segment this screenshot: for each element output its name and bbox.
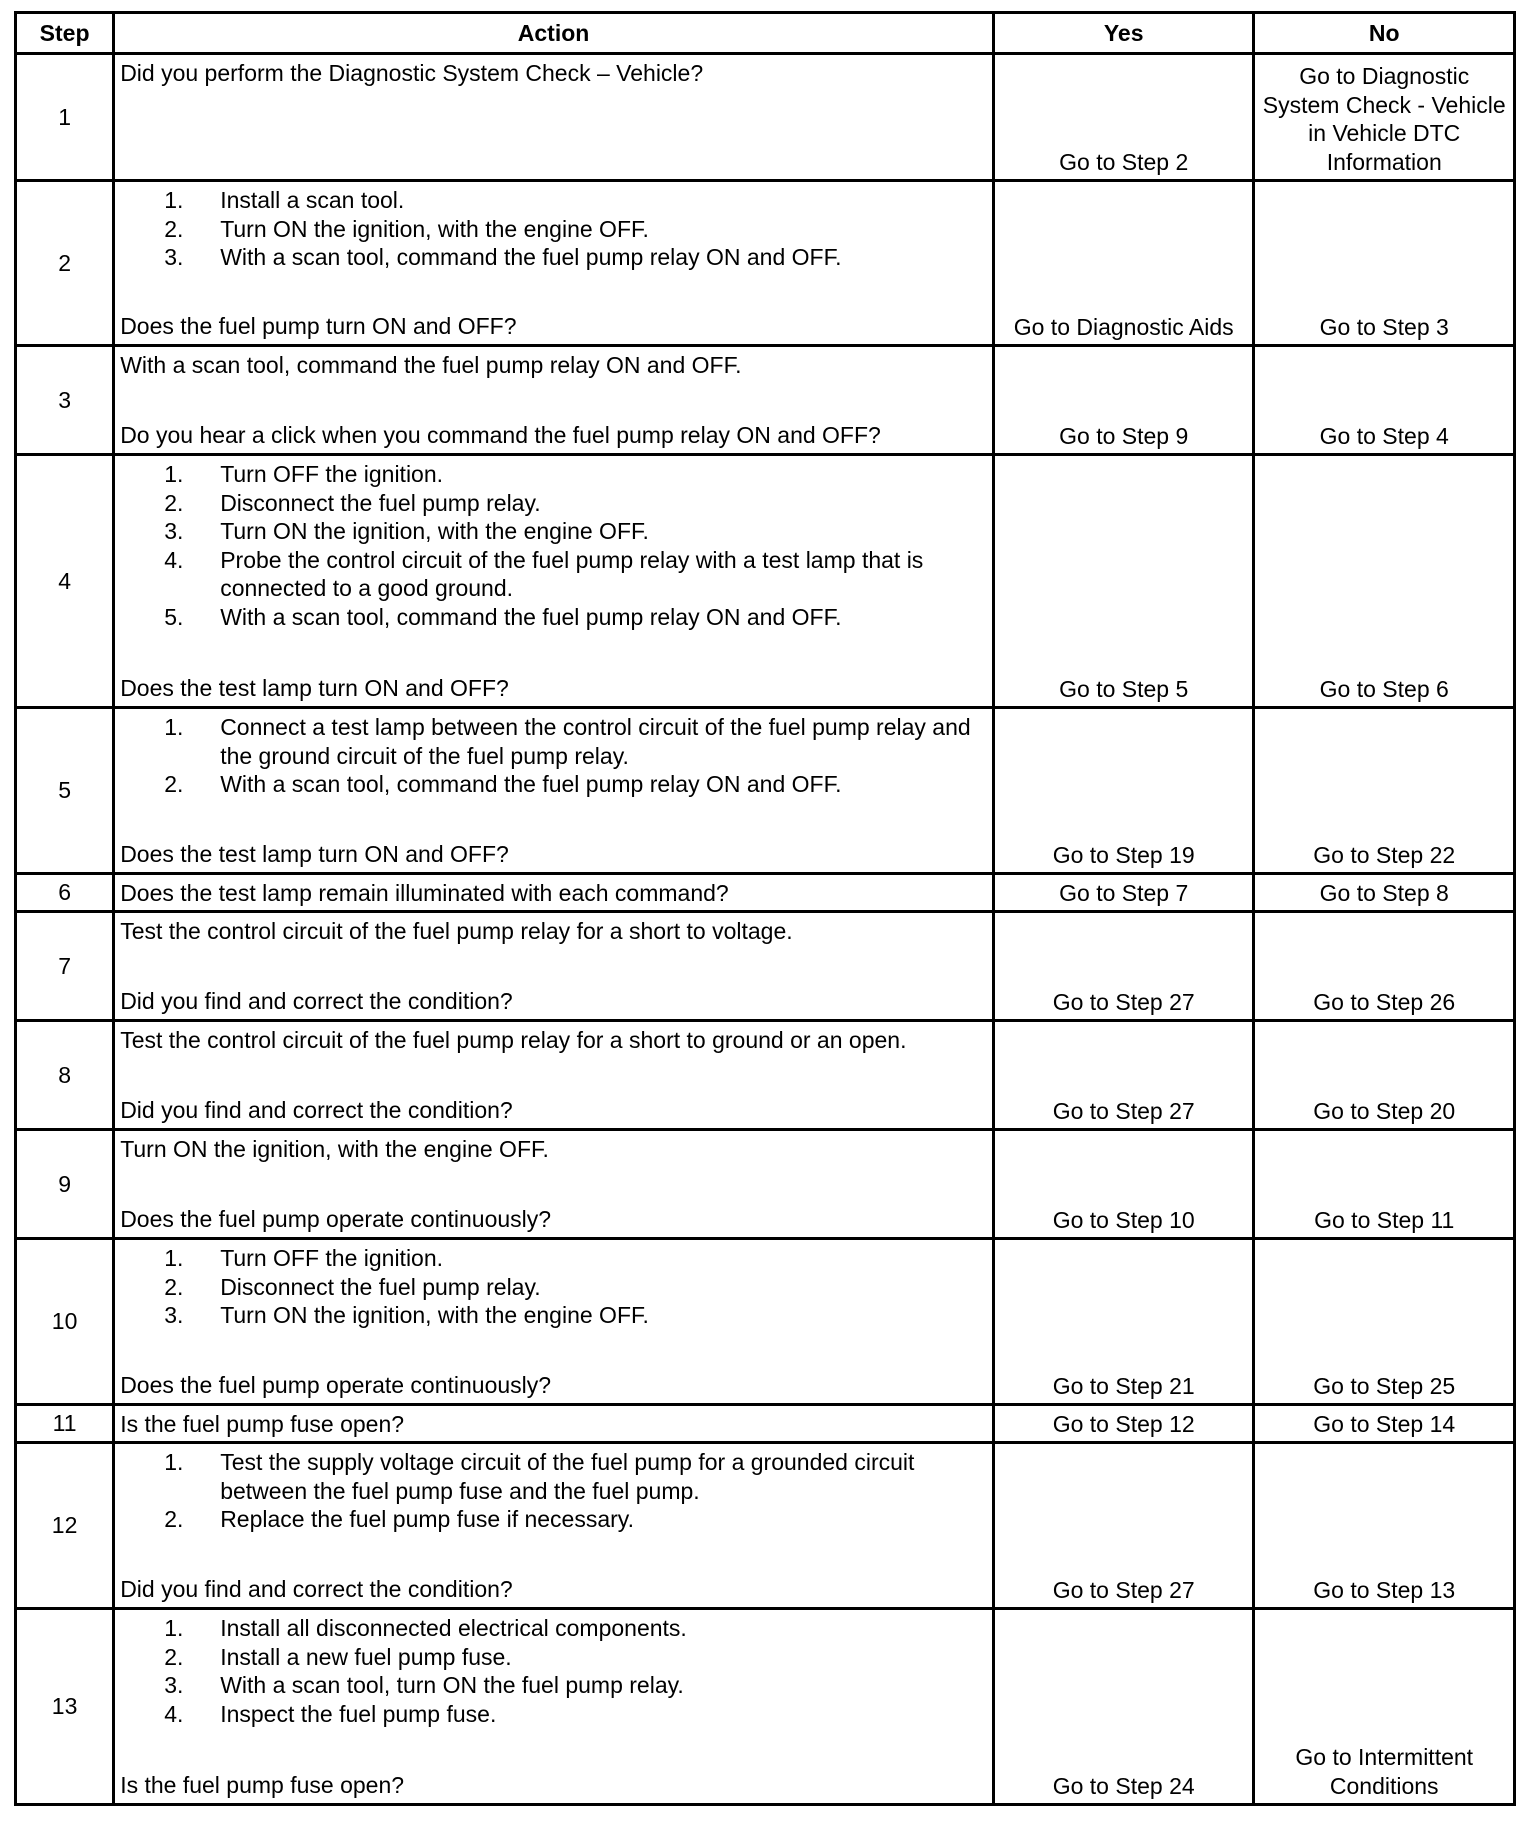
action-step-item <box>164 517 988 546</box>
action-cell <box>114 346 994 455</box>
yes-result-cell: Go to Step 10 <box>993 1130 1254 1239</box>
no-result-cell: Go to Step 14 <box>1254 1405 1515 1443</box>
action-step-text: Install a scan tool. <box>220 187 405 213</box>
action-step-text: Turn ON the ignition, with the engine OFF. <box>220 1302 649 1328</box>
step-number-cell: 7 <box>16 912 114 1021</box>
no-result-cell: Go to Step 4 <box>1254 346 1515 455</box>
action-text: With a scan tool, command the fuel pump relay ON and OFF. <box>120 352 742 378</box>
step-number-cell: 5 <box>16 708 114 874</box>
action-cell <box>114 1130 994 1239</box>
header-step: Step <box>16 13 114 54</box>
action-step-text: Turn OFF the ignition. <box>220 461 444 487</box>
yes-result-cell: Go to Step 27 <box>993 1021 1254 1130</box>
action-text: Test the control circuit of the fuel pump relay for a short to ground or an open. <box>120 1027 907 1053</box>
action-cell <box>114 1609 994 1805</box>
step-number-cell: 3 <box>16 346 114 455</box>
action-step-item <box>164 770 988 799</box>
action-step-number: 2. <box>164 1643 184 1670</box>
action-cell <box>114 1443 994 1609</box>
action-cell <box>114 1021 994 1130</box>
table-row <box>16 708 1515 874</box>
no-result-cell: Go to Intermittent Conditions <box>1254 1609 1515 1805</box>
action-step-number: 1. <box>164 1615 184 1641</box>
action-cell <box>114 181 994 346</box>
header-no: No <box>1254 13 1515 54</box>
action-step-number: 1. <box>164 461 184 487</box>
yes-result-cell: Go to Step 2 <box>993 54 1254 181</box>
action-step-text: With a scan tool, command the fuel pump relay ON and OFF. <box>220 771 842 797</box>
action-step-list <box>120 1448 988 1534</box>
yes-result-cell: Go to Step 7 <box>993 874 1254 912</box>
action-cell <box>114 1239 994 1405</box>
action-question: Did you find and correct the condition? <box>120 1575 513 1602</box>
action-step-text: Inspect the fuel pump fuse. <box>220 1700 497 1727</box>
action-step-number: 1. <box>164 1245 184 1271</box>
action-step-text: With a scan tool, turn ON the fuel pump relay. <box>220 1672 684 1698</box>
action-step-item <box>164 489 988 518</box>
action-step-number: 4. <box>164 1700 184 1727</box>
header-action: Action <box>114 13 994 54</box>
action-question: Did you find and correct the condition? <box>120 1096 513 1123</box>
header-row <box>16 13 1515 54</box>
action-step-list <box>120 1614 988 1728</box>
no-result-cell: Go to Step 22 <box>1254 708 1515 874</box>
action-step-text: With a scan tool, command the fuel pump relay ON and OFF. <box>220 603 842 630</box>
action-step-number: 3. <box>164 518 184 544</box>
action-step-item <box>164 1301 988 1330</box>
action-step-item <box>164 546 988 603</box>
action-step-number: 1. <box>164 187 184 213</box>
table-row <box>16 1405 1515 1443</box>
no-result-cell: Go to Step 8 <box>1254 874 1515 912</box>
action-cell <box>114 1405 994 1443</box>
step-number-cell: 12 <box>16 1443 114 1609</box>
action-text: Turn ON the ignition, with the engine OFF. <box>120 1136 549 1162</box>
table-row <box>16 1239 1515 1405</box>
action-step-text: Disconnect the fuel pump relay. <box>220 1273 541 1300</box>
action-question: Did you find and correct the condition? <box>120 987 513 1014</box>
step-number-cell: 6 <box>16 874 114 912</box>
yes-result-cell: Go to Step 5 <box>993 455 1254 708</box>
no-result-cell: Go to Step 20 <box>1254 1021 1515 1130</box>
step-number-cell: 13 <box>16 1609 114 1805</box>
action-step-item <box>164 215 988 244</box>
action-step-item <box>164 1244 988 1273</box>
action-step-text: Test the supply voltage circuit of the fuel pump for a grounded circuit between the fuel pump fuse and the fuel pump. <box>220 1449 915 1504</box>
action-step-text: With a scan tool, command the fuel pump relay ON and OFF. <box>220 244 842 270</box>
action-question: Does the fuel pump operate continuously? <box>120 1371 552 1398</box>
action-step-text: Turn OFF the ignition. <box>220 1245 444 1271</box>
action-step-number: 1. <box>164 714 184 740</box>
action-step-list <box>120 460 988 631</box>
action-text: Did you perform the Diagnostic System Check – Vehicle? <box>120 60 704 86</box>
no-result-cell: Go to Step 6 <box>1254 455 1515 708</box>
step-number-cell: 10 <box>16 1239 114 1405</box>
action-question: Is the fuel pump fuse open? <box>120 1771 405 1798</box>
table-row <box>16 1130 1515 1239</box>
action-step-item <box>164 460 988 489</box>
table-row <box>16 874 1515 912</box>
action-step-number: 3. <box>164 1302 184 1328</box>
action-step-item <box>164 713 988 770</box>
action-step-list <box>120 186 988 272</box>
step-number-cell: 8 <box>16 1021 114 1130</box>
yes-result-cell: Go to Diagnostic Aids <box>993 181 1254 346</box>
yes-result-cell: Go to Step 27 <box>993 912 1254 1021</box>
action-step-text: Turn ON the ignition, with the engine OFF. <box>220 215 649 242</box>
yes-result-cell: Go to Step 9 <box>993 346 1254 455</box>
no-result-cell: Go to Step 13 <box>1254 1443 1515 1609</box>
action-step-text: Install all disconnected electrical components. <box>220 1615 687 1641</box>
no-result-cell: Go to Step 26 <box>1254 912 1515 1021</box>
action-step-number: 5. <box>164 603 184 630</box>
action-step-item <box>164 243 988 272</box>
action-step-item <box>164 1273 988 1302</box>
diagnostic-table-container <box>14 11 1516 1806</box>
action-step-number: 4. <box>164 546 184 573</box>
action-cell <box>114 708 994 874</box>
action-text: Does the test lamp remain illuminated with each command? <box>120 880 729 906</box>
action-text: Is the fuel pump fuse open? <box>120 1411 405 1437</box>
table-row <box>16 1609 1515 1805</box>
action-cell <box>114 874 994 912</box>
action-cell <box>114 455 994 708</box>
action-step-item <box>164 1448 988 1505</box>
action-step-text: Turn ON the ignition, with the engine OFF. <box>220 518 649 544</box>
table-row <box>16 54 1515 181</box>
action-text: Test the control circuit of the fuel pump relay for a short to voltage. <box>120 918 793 944</box>
table-row <box>16 1443 1515 1609</box>
yes-result-cell: Go to Step 24 <box>993 1609 1254 1805</box>
action-step-item <box>164 1671 988 1700</box>
action-step-number: 2. <box>164 1506 184 1532</box>
action-step-text: Install a new fuel pump fuse. <box>220 1643 512 1670</box>
action-step-item <box>164 186 988 215</box>
step-number-cell: 11 <box>16 1405 114 1443</box>
action-step-number: 2. <box>164 215 184 242</box>
diagnostic-table <box>14 11 1516 1806</box>
action-cell <box>114 54 994 181</box>
header-yes: Yes <box>993 13 1254 54</box>
action-step-number: 2. <box>164 489 184 516</box>
no-result-cell: Go to Step 11 <box>1254 1130 1515 1239</box>
action-step-item <box>164 1700 988 1729</box>
action-cell <box>114 912 994 1021</box>
step-number-cell: 2 <box>16 181 114 346</box>
table-row <box>16 455 1515 708</box>
action-step-item <box>164 1643 988 1672</box>
table-body <box>16 54 1515 1805</box>
action-step-text: Replace the fuel pump fuse if necessary. <box>220 1506 634 1532</box>
no-result-cell: Go to Diagnostic System Check - Vehicle in Vehicle DTC Information <box>1254 54 1515 181</box>
action-question: Does the test lamp turn ON and OFF? <box>120 840 509 867</box>
action-step-number: 2. <box>164 771 184 797</box>
yes-result-cell: Go to Step 19 <box>993 708 1254 874</box>
no-result-cell: Go to Step 25 <box>1254 1239 1515 1405</box>
action-question: Does the test lamp turn ON and OFF? <box>120 674 509 701</box>
action-step-text: Disconnect the fuel pump relay. <box>220 489 541 516</box>
action-step-number: 1. <box>164 1449 184 1475</box>
action-question: Does the fuel pump operate continuously? <box>120 1205 552 1232</box>
action-question: Do you hear a click when you command the fuel pump relay ON and OFF? <box>120 421 881 448</box>
yes-result-cell: Go to Step 21 <box>993 1239 1254 1405</box>
action-step-text: Connect a test lamp between the control circuit of the fuel pump relay and the ground circuit of the fuel pump relay. <box>220 714 971 769</box>
action-step-number: 3. <box>164 244 184 270</box>
no-result-cell: Go to Step 3 <box>1254 181 1515 346</box>
step-number-cell: 1 <box>16 54 114 181</box>
action-step-item <box>164 603 988 632</box>
table-row <box>16 912 1515 1021</box>
table-row <box>16 1021 1515 1130</box>
action-step-number: 2. <box>164 1273 184 1300</box>
table-row <box>16 346 1515 455</box>
action-step-list <box>120 1244 988 1330</box>
yes-result-cell: Go to Step 27 <box>993 1443 1254 1609</box>
yes-result-cell: Go to Step 12 <box>993 1405 1254 1443</box>
action-step-list <box>120 713 988 799</box>
action-step-item <box>164 1614 988 1643</box>
action-question: Does the fuel pump turn ON and OFF? <box>120 312 517 339</box>
table-row <box>16 181 1515 346</box>
action-step-item <box>164 1505 988 1534</box>
step-number-cell: 9 <box>16 1130 114 1239</box>
action-step-text: Probe the control circuit of the fuel pump relay with a test lamp that is connected to a good ground. <box>220 546 924 601</box>
action-step-number: 3. <box>164 1672 184 1698</box>
step-number-cell: 4 <box>16 455 114 708</box>
